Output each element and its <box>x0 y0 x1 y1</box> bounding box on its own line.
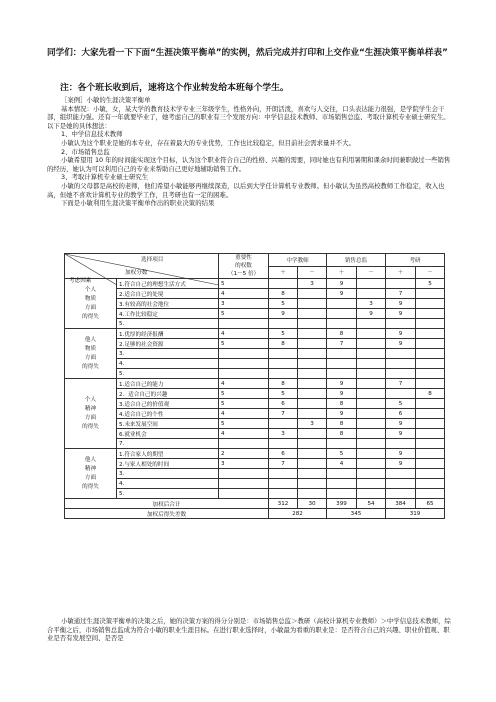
score-cell <box>357 439 386 449</box>
score-cell: 9 <box>386 329 416 339</box>
score-cell <box>357 389 386 399</box>
table-row <box>65 449 445 459</box>
score-cell <box>416 369 445 379</box>
score-cell <box>416 459 445 469</box>
score-cell <box>298 479 327 489</box>
score-cell <box>327 349 357 359</box>
factor-cell: 3.有较高的社会地位 <box>117 299 219 309</box>
weight-cell <box>219 439 269 449</box>
factor-cell: 5. <box>117 319 219 329</box>
minus-label: － <box>357 266 386 279</box>
score-cell <box>269 359 298 369</box>
score-cell <box>357 279 386 289</box>
factor-cell: 2.适合自己的处境 <box>117 289 219 299</box>
score-cell <box>298 469 327 479</box>
score-cell <box>298 319 327 329</box>
score-cell <box>327 359 357 369</box>
difference-row <box>65 509 445 519</box>
weight-cell: 5 <box>219 279 269 289</box>
factor-cell: 4. <box>117 479 219 489</box>
factor-cell: 1.适合自己的能力 <box>117 379 219 389</box>
score-cell <box>357 369 386 379</box>
option-text-1: 小敏认为这个职业是她的本专业，存在着最大的专业优势，工作也比较稳定，但目前社会需求量并不大。 <box>61 138 355 147</box>
score-cell <box>386 319 416 329</box>
difference-label: 加权后得失差数 <box>65 509 269 519</box>
factor-cell: 7. <box>117 439 219 449</box>
factor-cell: 5. <box>117 369 219 379</box>
header-option-2: 销售总监 <box>327 254 386 267</box>
score-cell <box>386 469 416 479</box>
score-cell <box>269 419 298 429</box>
score-cell <box>357 329 386 339</box>
score-cell: 7 <box>386 289 416 299</box>
table-row <box>65 429 445 439</box>
option-title-3: 3、考取计算机专业硕士研究生 <box>61 173 149 182</box>
score-cell <box>298 299 327 309</box>
score-cell: 9 <box>386 459 416 469</box>
score-cell <box>298 289 327 299</box>
minus-label: － <box>298 266 327 279</box>
group-label: 个人 精神 方面 的得失 <box>65 379 117 449</box>
score-cell: 9 <box>327 279 357 289</box>
diagonal-header-cell <box>65 254 219 284</box>
score-cell: 3 <box>269 429 298 439</box>
weight-cell <box>219 479 269 489</box>
factor-cell: 5.未来发展空间 <box>117 419 219 429</box>
weight-cell <box>219 469 269 479</box>
header-importance: 重要性 的权数 （1－5 倍） <box>219 254 269 279</box>
score-cell: 9 <box>327 409 357 419</box>
score-cell <box>357 379 386 389</box>
score-cell <box>357 449 386 459</box>
score-cell: 7 <box>386 379 416 389</box>
group-label: 个人 物质 方面 的得失 <box>65 279 117 329</box>
case-paragraph: 基本情况：小敏，女，某大学的教育技术学专业三年级学生，性格外向，开朗活泼，喜欢与人交往，口头表达能力很强，是学院学生会干部，组织能力强。还有一年就要毕业了，她考虑自己的职业有三个发展方向：中学信息技术教师、市场销售总监、考取计算机专业硕士研究生。以下是她的具体想法： <box>47 104 450 130</box>
factor-cell: 1.符合家人的期望 <box>117 449 219 459</box>
score-cell <box>416 419 445 429</box>
score-cell <box>357 479 386 489</box>
weight-cell: 5 <box>219 309 269 319</box>
weight-cell: 4 <box>219 409 269 419</box>
score-cell <box>357 399 386 409</box>
weight-cell <box>219 369 269 379</box>
score-cell: 8 <box>269 379 298 389</box>
notice-text: 注：各个班长收到后，速将这个作业转发给本班每个学生。 <box>60 83 289 93</box>
case-heading: ［案例］小敏的生涯决策平衡单 <box>61 96 151 104</box>
option-text-3: 小敏的父母都是高校的老师，他们希望小敏能够再继续深造，以后到大学任计算机专业教师。但小敏认为虽然高校教师工作稳定，收入也高，但她不喜欢计算机专业的教学工作，且考研也有一定的困难。 <box>47 181 445 199</box>
weight-cell: 3 <box>219 459 269 469</box>
score-cell <box>386 359 416 369</box>
table-header-row-1 <box>65 254 445 267</box>
score-cell: 7 <box>269 459 298 469</box>
score-cell <box>416 489 445 499</box>
score-cell <box>416 399 445 409</box>
score-cell: 9 <box>386 429 416 439</box>
score-cell: 3 <box>357 299 386 309</box>
score-cell <box>298 459 327 469</box>
score-cell: 5 <box>269 329 298 339</box>
table-row <box>65 469 445 479</box>
weight-cell <box>219 359 269 369</box>
plus-label: ＋ <box>327 266 357 279</box>
table-intro: 下面是小敏利用生涯决策平衡单作出的职业决策的结果 <box>61 199 215 208</box>
score-cell: 8 <box>327 329 357 339</box>
factor-cell: 2．适合自己的兴趣 <box>117 389 219 399</box>
table-row <box>65 399 445 409</box>
weight-cell: 4 <box>219 429 269 439</box>
score-cell <box>416 379 445 389</box>
intro-title: 同学们：大家先看一下下面“生涯决策平衡单”的实例，然后完成并打印和上交作业“生涯决策平衡单样表” <box>47 48 448 58</box>
header-weighted-score: 加权分数 <box>125 270 148 276</box>
score-cell: 6 <box>386 409 416 419</box>
factor-cell: 4.工作比较稳定 <box>117 309 219 319</box>
weight-cell: 5 <box>219 339 269 349</box>
table-row <box>65 379 445 389</box>
weight-cell: 5 <box>219 389 269 399</box>
total-value: 65 <box>416 499 445 509</box>
factor-cell: 4. <box>117 359 219 369</box>
totals-label: 加权后合计 <box>65 499 269 509</box>
table-row <box>65 289 445 299</box>
table-row <box>65 419 445 429</box>
score-cell <box>386 439 416 449</box>
table-row <box>65 489 445 499</box>
header-option-1: 中学教师 <box>269 254 327 267</box>
case-body <box>47 96 455 208</box>
total-value: 30 <box>298 499 327 509</box>
score-cell <box>269 349 298 359</box>
score-cell <box>357 359 386 369</box>
score-cell <box>298 359 327 369</box>
weight-cell: 4 <box>219 289 269 299</box>
score-cell <box>386 479 416 489</box>
score-cell <box>416 359 445 369</box>
difference-value: 319 <box>386 509 445 519</box>
table-row <box>65 359 445 369</box>
difference-value: 345 <box>327 509 386 519</box>
weight-cell <box>219 319 269 329</box>
score-cell: 9 <box>386 299 416 309</box>
score-cell: 6 <box>269 399 298 409</box>
score-cell <box>298 399 327 409</box>
score-cell: 9 <box>357 309 386 319</box>
score-cell: 9 <box>327 289 357 299</box>
score-cell <box>269 319 298 329</box>
table-row <box>65 329 445 339</box>
score-cell <box>357 319 386 329</box>
factor-cell: 3. <box>117 349 219 359</box>
weight-cell <box>219 489 269 499</box>
table-row <box>65 349 445 359</box>
score-cell <box>269 439 298 449</box>
option-title-1: 1、中学信息技术教师 <box>61 130 123 139</box>
score-cell <box>416 289 445 299</box>
score-cell: 9 <box>327 389 357 399</box>
score-cell: 9 <box>269 309 298 319</box>
score-cell <box>416 299 445 309</box>
score-cell <box>298 309 327 319</box>
score-cell <box>416 439 445 449</box>
score-cell <box>416 409 445 419</box>
factor-cell: 3.适合自己的价值观 <box>117 399 219 409</box>
score-cell <box>357 349 386 359</box>
score-cell: 8 <box>269 339 298 349</box>
score-cell <box>298 439 327 449</box>
score-cell: 7 <box>327 339 357 349</box>
score-cell <box>327 369 357 379</box>
score-cell <box>386 279 416 289</box>
score-cell: 5 <box>269 389 298 399</box>
header-factors: 考虑因素 <box>69 278 92 284</box>
score-cell <box>327 439 357 449</box>
score-cell: 8 <box>269 289 298 299</box>
score-cell <box>269 479 298 489</box>
score-cell <box>357 489 386 499</box>
score-cell <box>327 299 357 309</box>
table-row <box>65 299 445 309</box>
score-cell: 5 <box>269 299 298 309</box>
group-label: 他人 精神 方面 的得失 <box>65 449 117 499</box>
table-row <box>65 439 445 449</box>
table-row <box>65 319 445 329</box>
score-cell <box>327 479 357 489</box>
score-cell: 3 <box>298 279 327 289</box>
weight-cell: 2 <box>219 449 269 459</box>
score-cell <box>298 369 327 379</box>
score-cell <box>298 349 327 359</box>
score-cell: 3 <box>298 419 327 429</box>
factor-cell: 2.足够的社会资源 <box>117 339 219 349</box>
score-cell: 8 <box>327 419 357 429</box>
factor-cell: 4.适合自己的个性 <box>117 409 219 419</box>
score-cell: 8 <box>327 429 357 439</box>
score-cell <box>416 449 445 459</box>
score-cell <box>298 449 327 459</box>
score-cell <box>357 289 386 299</box>
totals-row <box>65 499 445 509</box>
score-cell: 5 <box>416 279 445 289</box>
score-cell <box>269 279 298 289</box>
conclusion-text: 小敏通过生涯决策平衡单的决策之后，她的决策方案的得分分别是：市场销售总监＞教研（高校计算机专业教师）＞中学信息技术教师，综合平衡之后，市场销售总监成为符合小敏的职业生涯目标。在进行职业选择时，小敏最为看重的职业是：是否符合自己的兴趣、职业价值观、职业是否有发展空间、是否是 <box>47 617 451 643</box>
table-row <box>65 339 445 349</box>
weight-cell: 3 <box>219 299 269 309</box>
total-value: 384 <box>386 499 416 509</box>
score-cell <box>416 429 445 439</box>
score-cell <box>416 339 445 349</box>
option-text-2: 小敏希望用 10 年的时间能实现这个目标，认为这个职业符合自己的性格、兴趣的需要，同时她也有利用暑期和课余时间兼职做过一些销售的经历，她认为可以利用自己的专业来帮助自己更好地辅助销售工作。 <box>47 156 451 173</box>
weight-cell: 5 <box>219 399 269 409</box>
factor-cell: 6.就业机会 <box>117 429 219 439</box>
total-value: 54 <box>357 499 386 509</box>
score-cell <box>416 329 445 339</box>
factor-cell: 3. <box>117 469 219 479</box>
score-cell: 9 <box>386 449 416 459</box>
score-cell: 9 <box>386 419 416 429</box>
score-cell: 5 <box>386 399 416 409</box>
score-cell <box>357 409 386 419</box>
score-cell <box>269 469 298 479</box>
score-cell: 7 <box>269 409 298 419</box>
difference-value: 282 <box>269 509 327 519</box>
score-cell <box>327 319 357 329</box>
score-cell <box>357 419 386 429</box>
table-row <box>65 309 445 319</box>
score-cell <box>269 489 298 499</box>
score-cell <box>386 389 416 399</box>
table-row <box>65 459 445 469</box>
header-option-3: 考研 <box>386 254 445 267</box>
group-label: 他人 物质 方面 的得失 <box>65 329 117 379</box>
score-cell <box>269 369 298 379</box>
score-cell <box>416 349 445 359</box>
table-row <box>65 389 445 399</box>
weight-cell <box>219 349 269 359</box>
minus-label: － <box>416 266 445 279</box>
score-cell: 4 <box>327 459 357 469</box>
score-cell: 9 <box>327 379 357 389</box>
score-cell <box>357 339 386 349</box>
score-cell <box>298 489 327 499</box>
score-cell <box>327 489 357 499</box>
header-select-item: 选择项目 <box>141 257 164 263</box>
score-cell <box>357 469 386 479</box>
total-value: 312 <box>269 499 298 509</box>
score-cell: 8 <box>416 389 445 399</box>
score-cell <box>386 349 416 359</box>
table-row <box>65 369 445 379</box>
score-cell: 9 <box>386 309 416 319</box>
score-cell: 8 <box>327 399 357 409</box>
score-cell <box>327 469 357 479</box>
score-cell: 9 <box>386 339 416 349</box>
plus-label: ＋ <box>386 266 416 279</box>
score-cell <box>298 389 327 399</box>
score-cell <box>327 309 357 319</box>
weight-cell: 4 <box>219 329 269 339</box>
score-cell <box>416 479 445 489</box>
score-cell <box>298 379 327 389</box>
table-row <box>65 409 445 419</box>
score-cell <box>298 429 327 439</box>
option-title-2: 2、市场销售总监 <box>61 147 110 156</box>
total-value: 399 <box>327 499 357 509</box>
weight-cell: 4 <box>219 379 269 389</box>
score-cell <box>298 329 327 339</box>
score-cell <box>416 319 445 329</box>
score-cell <box>298 409 327 419</box>
score-cell <box>416 469 445 479</box>
score-cell <box>298 339 327 349</box>
plus-label: ＋ <box>269 266 298 279</box>
score-cell: 5 <box>327 449 357 459</box>
score-cell <box>386 369 416 379</box>
factor-cell: 1.符合自己的理想生活方式 <box>117 279 219 289</box>
score-cell <box>357 459 386 469</box>
score-cell <box>357 429 386 439</box>
factor-cell: 1.优厚的经济报酬 <box>117 329 219 339</box>
factor-cell: 2.与家人相处的时间 <box>117 459 219 469</box>
score-cell: 6 <box>269 449 298 459</box>
score-cell <box>416 309 445 319</box>
score-cell <box>386 489 416 499</box>
table-row <box>65 479 445 489</box>
factor-cell: 5. <box>117 489 219 499</box>
decision-balance-table <box>64 253 445 519</box>
weight-cell: 5 <box>219 419 269 429</box>
